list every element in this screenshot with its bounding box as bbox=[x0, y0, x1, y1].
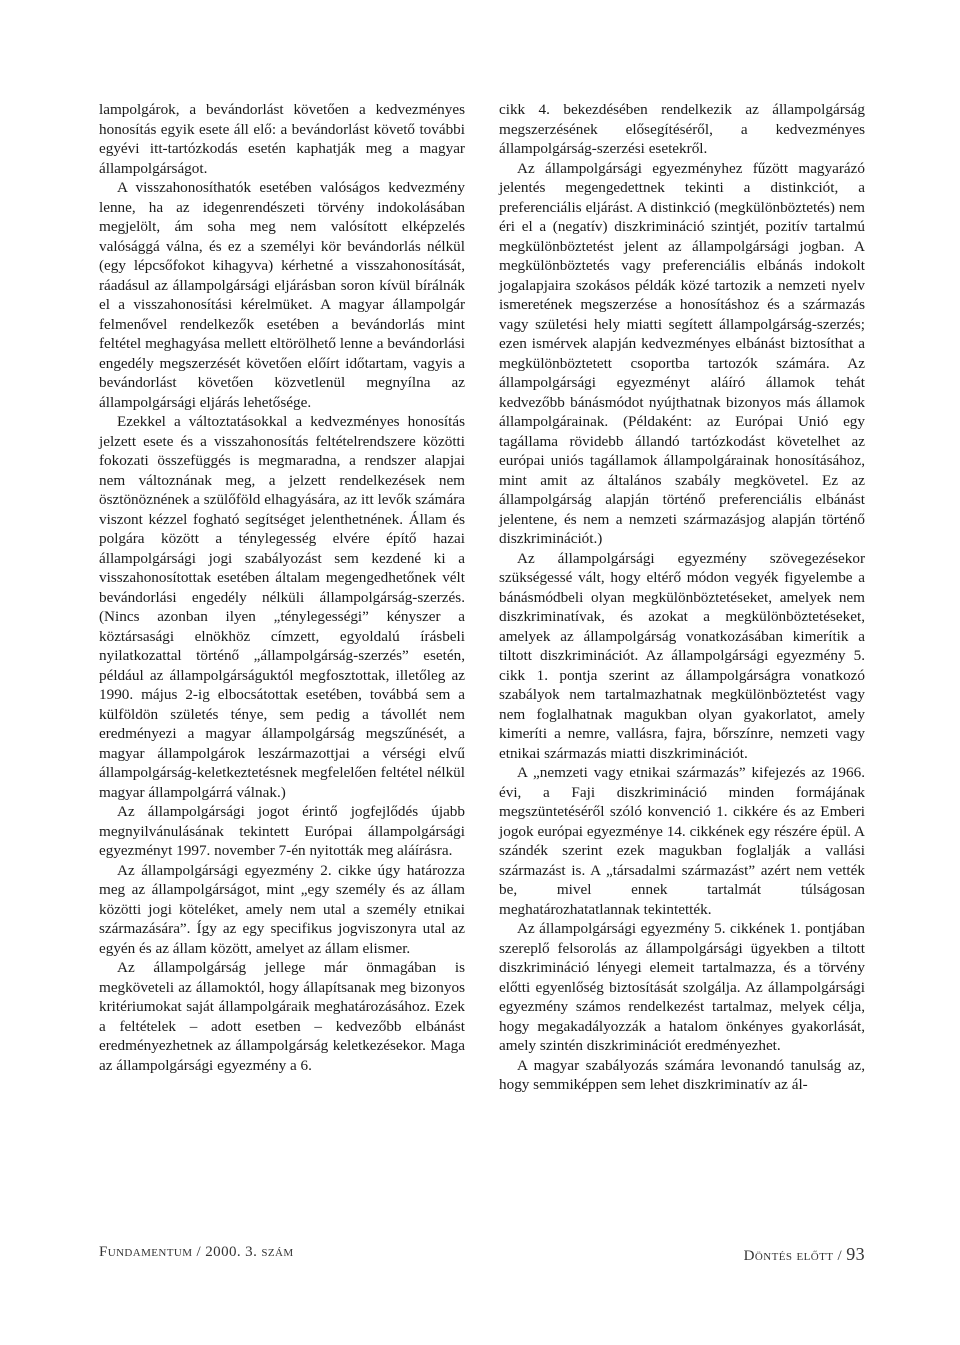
paragraph: Az állampolgársági egyezmény szövegezésekor szükségessé vált, hogy eltérő módon vegyék figyelembe a bánásmódbeli olyan megkülönböztetéseket, amelyek nem diszkriminatívak, és azokat a megkülönböztetéseket, amelyek az állampolgárság vonatkozásában kimerítik a tiltott diszkriminációt. Az állampolgársági egyezmény 5. cikk 1. pontja szerint az állampolgárságra vonatkozó szabályok nem tartalmazhatnak megkülönböztetést vagy nem foglalhatnak magukban olyan gyakorlatot, amely kimeríti a nemre, vallásra, fajra, bőrszínre, nemzeti vagy etnikai származás miatti diszkriminációt. bbox=[499, 549, 865, 762]
paragraph: Az állampolgársági egyezményhez fűzött magyarázó jelentés megengedettnek tekinti a distinkciót, a preferenciális eljárást. A distinkció (megkülönböztetés) nem éri el a (negatív) diszkrimináció szintjét, pozitív tartalmú megkülönböztetést jelent az állampolgársági jogban. A megkülönböztetés vagy preferenciális elbánás indokolt jogalapjaira szokásos példák közé tartozik a nemzeti nyelv ismeretének megszerzése a honosításhoz és a származás vagy születési hely miatti segített állampolgárság-szerzés; ezen ismérvek alapján kedvezményes elbánást biztosíthat a megkülönböztetett csoportba tartozók számára. Az állampolgársági egyezményt aláíró államok tehát kedvezőbb bánásmódot nyújthatnak bizonyos más államok állampolgárainak. (Példaként: az Európai Unió egy tagállama rövidebb állandó tartózkodást követelhet az európai uniós tagállamok állampolgárainak honosításához, mint amit az általános szabály megkövetel. Ez az állampolgárság alapján történő preferenciális elbánást jelentene, és nem a nemzeti származásjog alapján történő diszkriminációt.) bbox=[499, 159, 865, 547]
paragraph: lampolgárok, a bevándorlást követően a kedvezményes honosítás egyik esete áll elő: a bevándorlást követő további egyévi itt-tartózkodás esetén kaphatják meg a magyar állampolgárságot. bbox=[99, 101, 465, 177]
paragraph: A „nemzeti vagy etnikai származás” kifejezés az 1966. évi, a Faji diszkrimináció minden formájának megszüntetéséről szóló konvenció 1. cikkére és az Emberi jogok európai egyezménye 14. cikkének egy részére épül. A szándék szerint ezek magukban foglalják a vallási származást is. A „társadalmi származást” azért nem vették be, mivel ennek tartalmát túlságosan meghatározhatatlannak tekintették. bbox=[499, 764, 865, 918]
paragraph: Az állampolgársági jogot érintő jogfejlődés újabb megnyilvánulásának tekintett Európai állampolgársági egyezményt 1997. november 7-én nyitották meg aláírásra. bbox=[99, 803, 465, 859]
paragraph: Az állampolgársági egyezmény 2. cikke úgy határozza meg az állampolgárságot, mint „egy személy és az állam közötti jogi köteléket, amely nem utal a személy etnikai származására”. Így az egy specifikus jogviszonyra utal az egyén és az állam között, amelyet az állam elismer. bbox=[99, 861, 465, 957]
section-name: Döntés előtt / bbox=[743, 1248, 847, 1264]
left-text-column bbox=[99, 100, 465, 1075]
page-number: 93 bbox=[846, 1244, 865, 1264]
paragraph: A visszahonosíthatók esetében valóságos kedvezmény lenne, ha az idegenrendészeti törvény indokolásában megjelölt, ám soha meg nem valósított elképzelés valósággá válna, és ez a személyi kör bevándorlás nélkül (egy lépcsőfokot kihagyva) kérhetné a visszahonosítását, ráadásul az állampolgársági eljárásban soron kívül bírálnák el a visszahonosítási kérelmüket. A magyar állampolgár felmenővel rendelkezők esetében a bevándorlás mint feltétel meghagyása mellett eltörölhető lenne a bevándorlási engedély megszerzését követően előírt időtartam, vagyis a bevándorlást követően közvetlenül megnyílna az állampolgársági eljárás lehetősége. bbox=[99, 179, 465, 411]
journal-issue: Fundamentum / 2000. 3. szám bbox=[99, 1244, 294, 1260]
footer-journal bbox=[99, 1244, 294, 1261]
paragraph: Az állampolgársági egyezmény 5. cikkének 1. pontjában szereplő felsorolás az állampolgársági ügyekben a tiltott diszkrimináció lényegi elemeit tartalmazza, és a törvény előtti egyenlőség biztosítását szolgálja. Az állampolgársági egyezmény számos rendelkezést tartalmaz, melyek célja, hogy megakadályozzák a hatalom önkényes gyakorlását, amely szintén diszkriminációt eredményezhet. bbox=[499, 920, 865, 1054]
paragraph: A magyar szabályozás számára levonandó tanulság az, hogy semmiképpen sem lehet diszkriminatív az ál- bbox=[499, 1056, 865, 1093]
paragraph: Az állampolgárság jellege már önmagában is megköveteli az államoktól, hogy állapítsanak meg bizonyos kritériumokat saját állampolgáraik meghatározásához. Ezek a feltételek – adott esetben – kedvezőbb elbánást eredményezhetnek az állampolgárság keletkezésekor. Maga az állampolgársági egyezmény a 6. bbox=[99, 959, 465, 1074]
paragraph: Ezekkel a változtatásokkal a kedvezményes honosítás jelzett esete és a visszahonosítás feltételrendszere közötti fokozati összefüggés is megmaradna, a rendszer alapjai nem változnának meg, a jelzett rendelkezések nem ösztönöznének a szülőföld elhagyására, az itt levők számára viszont kézzel fogható segítséget jelenthetnének. Állam és polgára között a ténylegesség elvére építő hazai állampolgársági jogi szabályozást sem kezdené ki a visszahonosítottak esetében általam megengedhetőnek vélt bevándorlási engedély nélküli állampolgárság-szerzés. (Nincs azonban ilyen „ténylegességi” kényszer a köztársasági elnökhöz címzett, egyoldalú írásbeli nyilatkozattal történő „állampolgárság-szerzés” esetén, például az állampolgárságuktól megfosztottak, illetőleg az 1990. május 2-ig elbocsátottak esetében, továbbá sem a külföldön születés ténye, sem pedig a távollét nem eredményezi a magyar állampolgárság megszűnését, a magyar állampolgárok leszármazottjai a vérségi elvű állampolgárság-keletkeztetésnek megfelelően feltétel nélkül magyar állampolgárrá válnak.) bbox=[99, 413, 465, 801]
right-text-column bbox=[499, 100, 865, 1095]
paragraph: cikk 4. bekezdésében rendelkezik az állampolgárság megszerzésének elősegítéséről, a kedvezményes állampolgárság-szerzési esetekről. bbox=[499, 101, 865, 157]
footer-section bbox=[744, 1244, 865, 1265]
